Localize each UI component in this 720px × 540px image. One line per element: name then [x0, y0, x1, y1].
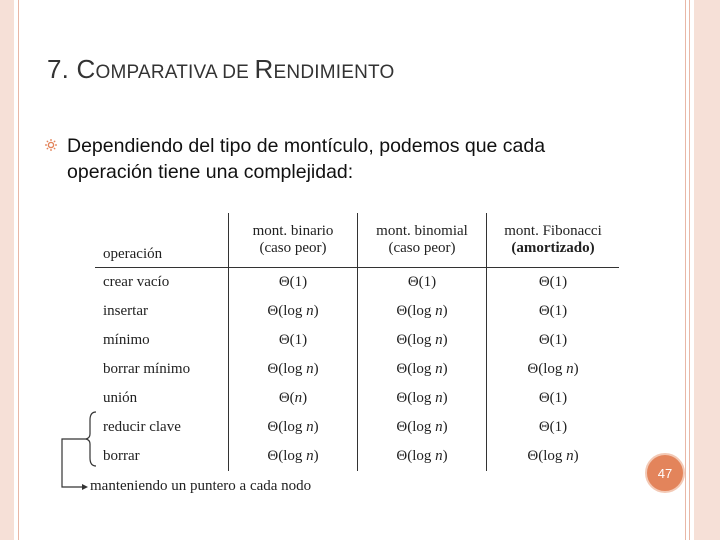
- slide-title: 7. COMPARATIVA DE RENDIMIENTO: [47, 54, 395, 84]
- table-row: [95, 442, 619, 471]
- cell-binomial: Θ(log n): [358, 413, 487, 442]
- complexity-table: [95, 213, 619, 471]
- slide-frame-left: [0, 0, 14, 540]
- slide-frame-line-right-1: [689, 0, 690, 540]
- cell-binary: Θ(log n): [229, 413, 358, 442]
- table-row: [95, 355, 619, 384]
- cell-fibonacci: Θ(log n): [487, 355, 620, 384]
- cell-binomial: Θ(log n): [358, 442, 487, 471]
- header-operation: operación: [103, 246, 163, 262]
- cell-binary: Θ(log n): [229, 442, 358, 471]
- slide-frame-right: [694, 0, 720, 540]
- sun-bullet-icon: [45, 139, 57, 151]
- cell-binomial: Θ(log n): [358, 384, 487, 413]
- slide-frame-line-left: [18, 0, 19, 540]
- footnote-text: manteniendo un puntero a cada nodo: [90, 478, 312, 494]
- cell-binomial: Θ(log n): [358, 297, 487, 326]
- cell-fibonacci: Θ(1): [487, 384, 620, 413]
- cell-fibonacci: Θ(log n): [487, 442, 620, 471]
- cell-binary: Θ(n): [229, 384, 358, 413]
- row-operation: borrar mínimo: [103, 361, 191, 377]
- cell-binomial: Θ(1): [358, 268, 487, 298]
- cell-fibonacci: Θ(1): [487, 297, 620, 326]
- cell-fibonacci: Θ(1): [487, 326, 620, 355]
- cell-binomial: Θ(log n): [358, 326, 487, 355]
- row-operation: crear vacío: [103, 274, 170, 290]
- row-operation: insertar: [103, 303, 148, 319]
- table-header-row: [95, 213, 619, 268]
- table-row: [95, 384, 619, 413]
- cell-fibonacci: Θ(1): [487, 268, 620, 298]
- table-row: [95, 326, 619, 355]
- row-operation: mínimo: [103, 332, 150, 348]
- cell-binary: Θ(log n): [229, 297, 358, 326]
- slide-frame-line-right-2: [685, 0, 686, 540]
- page-number-badge: 47: [645, 453, 685, 493]
- row-operation: unión: [103, 390, 138, 406]
- header-fibonacci: mont. Fibonacci (amortizado): [487, 213, 620, 268]
- header-binary: mont. binario (caso peor): [229, 213, 358, 268]
- row-operation: borrar: [103, 448, 140, 464]
- cell-binary: Θ(1): [229, 268, 358, 298]
- table-row: [95, 297, 619, 326]
- row-operation: reducir clave: [103, 419, 181, 435]
- cell-binomial: Θ(log n): [358, 355, 487, 384]
- table-row: [95, 268, 619, 298]
- table-row: [95, 413, 619, 442]
- bullet-text: Dependiendo del tipo de montículo, podemos que cada operación tiene una complejidad:: [67, 135, 546, 183]
- cell-fibonacci: Θ(1): [487, 413, 620, 442]
- header-binomial: mont. binomial (caso peor): [358, 213, 487, 268]
- cell-binary: Θ(1): [229, 326, 358, 355]
- cell-binary: Θ(log n): [229, 355, 358, 384]
